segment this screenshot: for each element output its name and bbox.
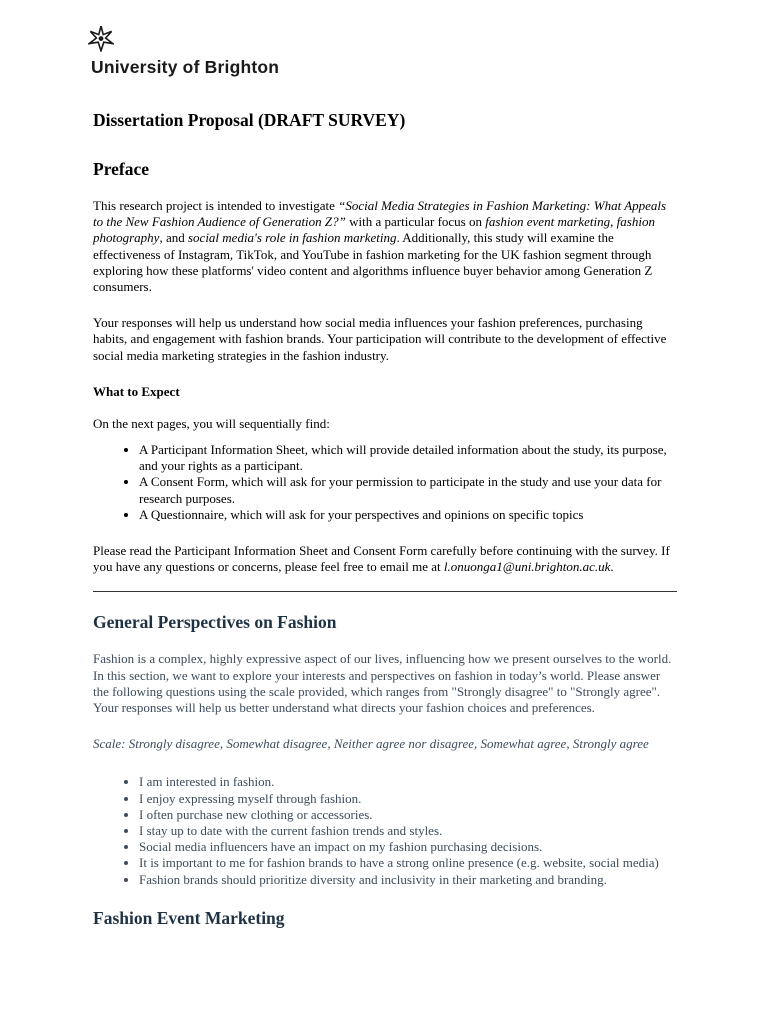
general-perspectives-heading: General Perspectives on Fashion (93, 612, 337, 633)
list-item: • I enjoy expressing myself through fashion. (139, 791, 677, 807)
general-perspectives-section (93, 610, 677, 929)
closing-paragraph: Please read the Participant Information Sheet and Consent Form carefully before continuing with the survey. If you have any questions or concerns, please feel free to email me at l.onuonga1@uni.brighton.ac.uk. (93, 543, 670, 575)
list-item: • I often purchase new clothing or accessories. (139, 807, 677, 823)
contact-email[interactable]: l.onuonga1@uni.brighton.ac.uk (443, 559, 611, 575)
list-item: • Social media influencers have an impact on my fashion purchasing decisions. (139, 839, 677, 855)
document-title: Dissertation Proposal (DRAFT SURVEY) (93, 110, 406, 130)
general-perspectives-intro: Fashion is a complex, highly expressive aspect of our lives, influencing how we present ourselves to the world. In this section, we want to explore your interests and perspectives on fashion in today’s world. Please answer the following questions using the scale provided, which ranges from "Strongly disagree" to "Strongly agree". Your responses will help us better understand what directs your fashion choices and preferences. (93, 651, 672, 716)
list-item: • I am interested in fashion. (139, 774, 677, 790)
list-item: • A Participant Information Sheet, which will provide detailed information about the study, its purpose, and your rights as a participant. (139, 442, 677, 474)
university-logo (88, 26, 314, 80)
list-item: • It is important to me for fashion brands to have a strong online presence (e.g. website, social media) (139, 855, 677, 871)
star-icon (88, 26, 114, 52)
list-item: • A Questionnaire, which will ask for your perspectives and opinions on specific topics (139, 507, 677, 523)
scale-description: Scale: Strongly disagree, Somewhat disagree, Neither agree nor disagree, Somewhat agree, Strongly agree (93, 736, 649, 752)
preface-heading: Preface (93, 159, 150, 179)
university-wordmark: University of Brighton (91, 57, 280, 77)
document-body (93, 108, 677, 947)
fashion-event-marketing-heading: Fashion Event Marketing (93, 907, 285, 928)
preface-paragraph-2: Your responses will help us understand how social media influences your fashion preferences, purchasing habits, and engagement with fashion brands. Your participation will contribute to the development of effective social media marketing strategies in the fashion industry. (93, 315, 667, 363)
what-to-expect-intro: On the next pages, you will sequentially find: (93, 415, 330, 431)
fashion-statements-list (93, 774, 677, 887)
list-item: • I stay up to date with the current fashion trends and styles. (139, 823, 677, 839)
what-to-expect-list (93, 442, 677, 523)
preface-paragraph-1: This research project is intended to investigate “Social Media Strategies in Fashion Marketing: What Appeals to the New Fashion Audience of Generation Z?” with a particular focus on fashion event marketing, fashion photography, and social media's role in fashion marketing. Additionally, this study will examine the effectiveness of Instagram, TikTok, and YouTube in fashion marketing for the UK fashion segment through exploring how these platforms' video content and algorithms influence buyer behavior among Generation Z consumers. (93, 198, 667, 295)
list-item: • A Consent Form, which will ask for your permission to participate in the study and use your data for research purposes. (139, 474, 677, 506)
section-divider (93, 591, 677, 592)
what-to-expect-heading: What to Expect (93, 383, 180, 399)
list-item: • Fashion brands should prioritize diversity and inclusivity in their marketing and branding. (139, 872, 677, 888)
